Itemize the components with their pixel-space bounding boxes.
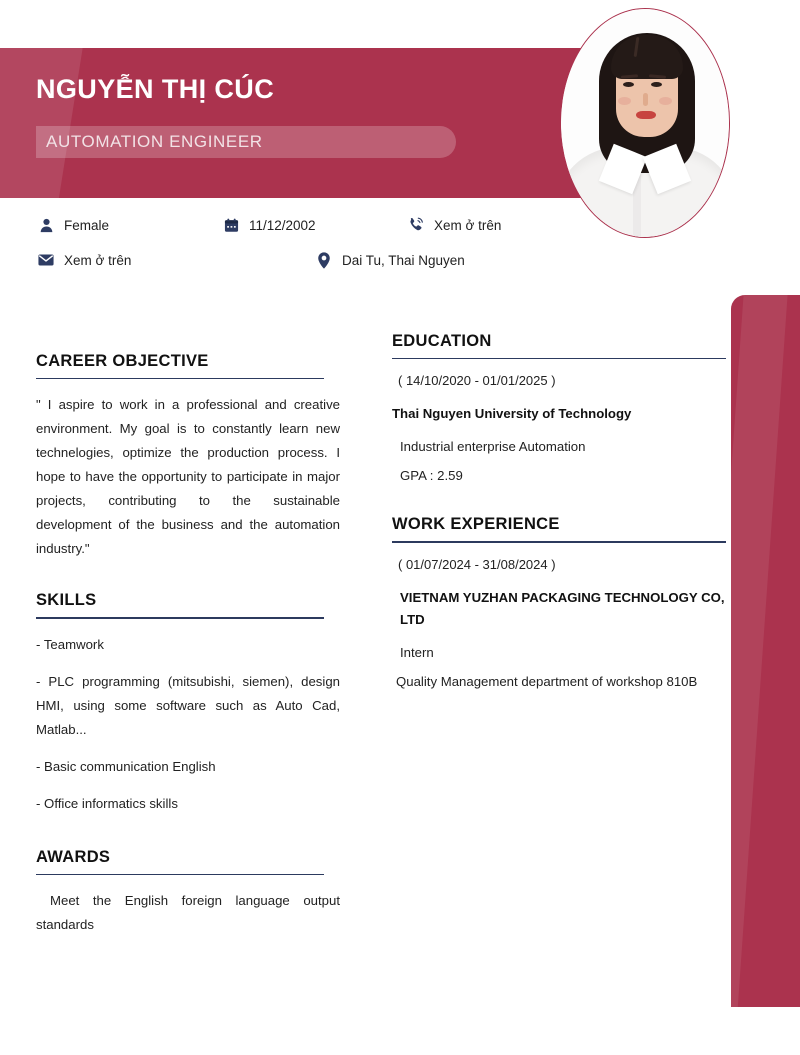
career-objective-heading: CAREER OBJECTIVE xyxy=(36,352,209,370)
education-gpa: GPA : 2.59 xyxy=(400,468,463,484)
section-awards xyxy=(36,848,340,937)
contact-phone-value: Xem ở trên xyxy=(434,217,502,233)
contact-info xyxy=(36,212,576,282)
right-decorative-panel xyxy=(731,295,800,1007)
right-column xyxy=(392,332,726,715)
section-skills xyxy=(36,591,340,815)
list-item: - PLC programming (mitsubishi, siemen), design HMI, using some software such as Auto Cad, Matlab... xyxy=(36,673,340,737)
location-pin-icon xyxy=(314,252,334,269)
job-title-pill xyxy=(36,126,456,158)
education-date: ( 14/10/2020 - 01/01/2025 ) xyxy=(398,373,556,389)
contact-gender xyxy=(36,218,221,233)
contact-birthdate-value: 11/12/2002 xyxy=(249,217,316,233)
education-heading: EDUCATION xyxy=(392,332,492,350)
contact-address xyxy=(314,252,465,269)
education-organization: Thai Nguyen University of Technology xyxy=(392,406,632,422)
contact-row-1 xyxy=(36,212,576,238)
awards-heading: AWARDS xyxy=(36,847,111,866)
list-item: - Office informatics skills xyxy=(36,795,178,811)
section-career-objective xyxy=(36,352,340,561)
left-column xyxy=(36,352,340,963)
career-objective-text: " I aspire to work in a professional and creative environment. My goal is to constantly learn new technelogies, optimize the production process. I hope to have the opportunity to participate in major projects, contributing to the sustainable development of the business and the automation industry." xyxy=(36,397,340,557)
work-experience-heading: WORK EXPERIENCE xyxy=(392,515,560,534)
banner-sheen-decoration xyxy=(0,48,86,198)
contact-row-2 xyxy=(36,247,576,273)
contact-email xyxy=(36,253,221,268)
section-education xyxy=(392,332,726,483)
profile-photo-image xyxy=(561,9,729,237)
list-item: - Basic communication English xyxy=(36,758,216,774)
work-experience-entry xyxy=(392,557,726,689)
contact-address-value: Dai Tu, Thai Nguyen xyxy=(342,252,465,268)
list-item: - Teamwork xyxy=(36,636,104,652)
job-title-text: AUTOMATION ENGINEER xyxy=(46,132,263,151)
contact-gender-value: Female xyxy=(64,217,110,233)
contact-phone xyxy=(406,217,501,233)
phone-icon xyxy=(406,217,426,233)
profile-photo xyxy=(560,8,730,238)
work-experience-organization: VIETNAM YUZHAN PACKAGING TECHNOLOGY CO, LTD xyxy=(400,589,725,627)
person-icon xyxy=(36,218,56,233)
candidate-name: NGUYỄN THỊ CÚC xyxy=(36,74,275,104)
work-experience-role: Intern xyxy=(400,644,434,660)
skills-heading: SKILLS xyxy=(36,591,97,610)
section-work-experience xyxy=(392,515,726,688)
work-experience-detail: Quality Management department of workshop 810B xyxy=(396,673,698,689)
envelope-icon xyxy=(36,253,56,267)
work-experience-date: ( 01/07/2024 - 31/08/2024 ) xyxy=(398,556,556,572)
contact-birthdate xyxy=(221,218,406,233)
contact-email-value: Xem ở trên xyxy=(64,252,132,268)
calendar-icon xyxy=(221,218,241,233)
right-panel-sheen xyxy=(731,295,790,1007)
skills-list xyxy=(36,619,340,816)
awards-text: Meet the English foreign language output standards xyxy=(36,893,340,933)
education-major: Industrial enterprise Automation xyxy=(400,439,586,455)
education-entry xyxy=(392,373,726,483)
